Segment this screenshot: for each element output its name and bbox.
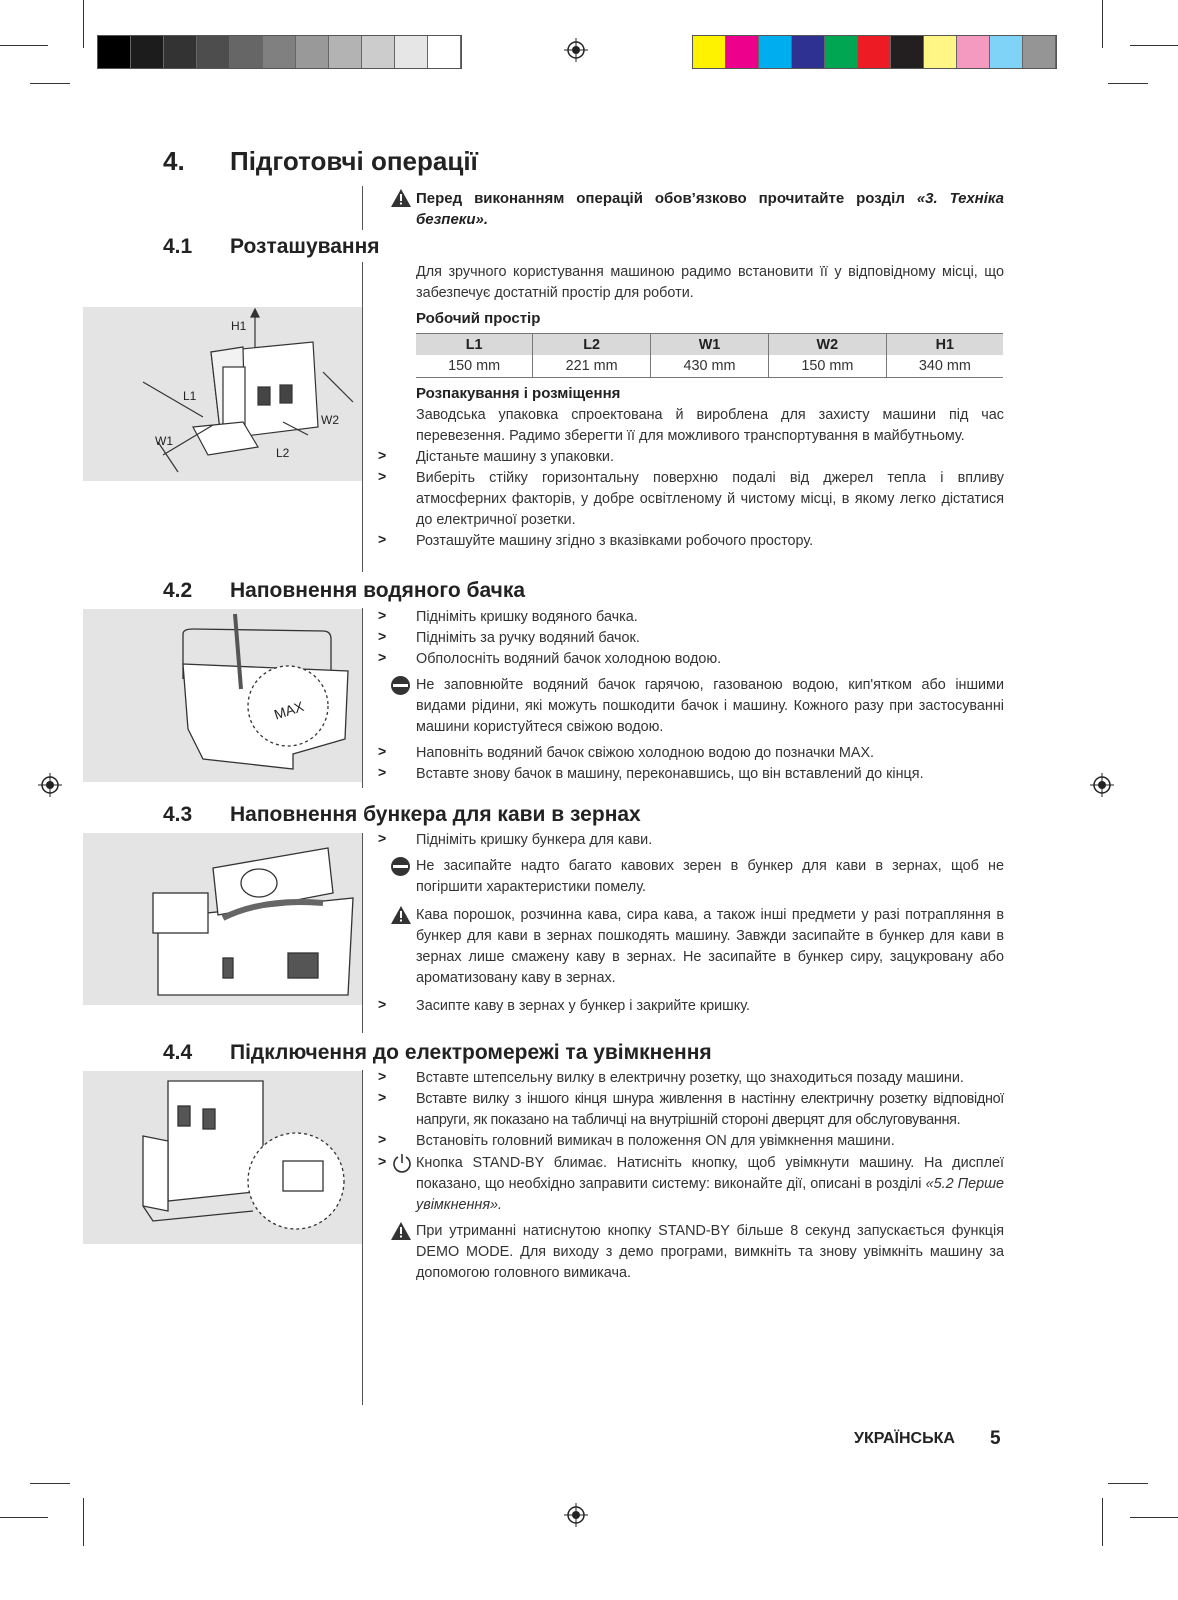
page-number: 5: [990, 1428, 1001, 1449]
color-swatch: [1023, 36, 1056, 68]
list-item: Виберіть стійку горизонтальну поверхню подалі від джерел тепла і впливу атмосферних факторів, у добре освітленому й чистому місці, в якому легко дістатися до електричної розетки.: [416, 470, 1004, 528]
prohibition-icon: [391, 676, 410, 695]
column-rule: [362, 1070, 363, 1405]
crop-mark: [1108, 1483, 1148, 1484]
color-swatch: [263, 36, 296, 68]
crop-mark: [1130, 45, 1178, 46]
standby-note: [416, 1153, 1004, 1216]
color-swatch: [759, 36, 792, 68]
col-header: H1: [886, 334, 1003, 356]
standby-text: Кнопка STAND-BY блимає. Натисніть кнопку, щоб увімкнути машину. На дисплеї показано, що необхідно заправити систему: виконайте дії, описані в розділі: [416, 1155, 1004, 1192]
bullet-marker: >: [378, 1131, 387, 1147]
warning-note: При утриманні натиснутою кнопку STAND-BY більше 8 секунд запускається функція DEMO MODE. Для виходу з демо програми, вимкніть та знову увімкніть машину за допомогою головного вимикача.: [416, 1223, 1004, 1281]
table-cell: 430 mm: [651, 355, 769, 378]
list-item: Засипте каву в зернах у бункер і закрийте кришку.: [416, 998, 750, 1014]
color-swatch: [693, 36, 726, 68]
bullet-marker: >: [378, 1153, 387, 1169]
list-item: Наповніть водяний бачок свіжою холодною водою до позначки MAX.: [416, 745, 875, 761]
warning-note: Кава порошок, розчинна кава, сира кава, а також інші предмети у разі потрапляння в бункер для кави в зернах пошкодять машину. Завжди засипайте в бункер для кави в зернах лише смажену каву в зернах. Не засипайте в бункер сиру, зацукровану або ароматизовану каву в зернах.: [416, 907, 1004, 986]
color-swatch: [792, 36, 825, 68]
crop-mark: [83, 0, 84, 48]
column-rule: [362, 608, 363, 788]
workspace-title: Робочий простір: [416, 310, 541, 327]
col-header: W2: [768, 334, 886, 356]
crop-mark: [30, 83, 70, 84]
grayscale-calibration-bar: [97, 35, 462, 69]
warning-text: Перед виконанням операцій обов’язково прочитайте розділ: [416, 190, 905, 207]
crop-mark: [30, 1483, 70, 1484]
bullet-marker: >: [378, 830, 387, 846]
color-swatch: [891, 36, 924, 68]
list-item: Дістаньте машину з упаковки.: [416, 449, 614, 465]
color-swatch: [362, 36, 395, 68]
subsection-number: 4.2: [163, 579, 193, 602]
bullet-marker: >: [378, 468, 387, 484]
caution-note: Не заповнюйте водяний бачок гарячою, газованою водою, кип'ятком або іншими видами рідини, які можуть пошкодити бачок і машину. Кожного разу при застосуванні машини користуйтеся свіжою водою.: [416, 677, 1004, 735]
color-swatch: [990, 36, 1023, 68]
crop-mark: [0, 45, 48, 46]
list-item: Підніміть за ручку водяний бачок.: [416, 630, 640, 646]
color-swatch: [197, 36, 230, 68]
bullet-marker: >: [378, 649, 387, 665]
registration-mark-icon: [1090, 773, 1114, 797]
crop-mark: [83, 1498, 84, 1546]
column-rule: [362, 833, 363, 1033]
table-header-row: [416, 334, 1003, 356]
color-swatch: [858, 36, 891, 68]
list-item: Вставте знову бачок в машину, переконавшись, що він вставлений до кінця.: [416, 766, 924, 782]
list-item: Вставте штепсельну вилку в електричну розетку, що знаходиться позаду машини.: [416, 1070, 964, 1086]
power-connection-illustration: [83, 1071, 362, 1244]
label-l2: L2: [276, 446, 290, 460]
table-cell: 340 mm: [886, 355, 1003, 378]
col-header: L2: [533, 334, 651, 356]
subsection-title: Підключення до електромережі та увімкнення: [230, 1041, 712, 1064]
placement-intro: Для зручного користування машиною радимо встановити її у відповідному місці, що забезпечує достатній простір для роботи.: [416, 264, 1004, 301]
column-rule: [362, 186, 363, 230]
col-header: W1: [651, 334, 769, 356]
warning-icon: [391, 906, 411, 924]
color-swatch: [164, 36, 197, 68]
water-tank-illustration: [83, 609, 362, 782]
list-item: Вставте вилку з іншого кінця шнура живлення в настінну електричну розетку відповідної напруги, як показано на табличці на внутрішній стороні дверцят для обслуговування.: [416, 1091, 1004, 1128]
max-label: MAX: [271, 697, 306, 723]
color-swatch: [230, 36, 263, 68]
subsection-title: Розташування: [230, 235, 380, 258]
color-swatch: [957, 36, 990, 68]
prohibition-icon: [391, 857, 410, 876]
bullet-marker: >: [378, 764, 387, 780]
color-swatch: [428, 36, 461, 68]
color-swatch: [98, 36, 131, 68]
bullet-marker: >: [378, 447, 387, 463]
bullet-marker: >: [378, 996, 387, 1012]
footer-language: УКРАЇНСЬКА: [854, 1430, 955, 1447]
subsection-number: 4.1: [163, 235, 193, 258]
label-w1: W1: [155, 434, 173, 448]
list-item: Розташуйте машину згідно з вказівками робочого простору.: [416, 533, 814, 549]
registration-mark-icon: [564, 1503, 588, 1527]
color-swatch: [924, 36, 957, 68]
subsection-number: 4.3: [163, 803, 193, 826]
section-title: Підготовчі операції: [230, 146, 478, 176]
crop-mark: [1102, 0, 1103, 48]
warning-reference: «3. Техніка безпеки».: [416, 190, 1005, 228]
section-number: 4.: [163, 146, 185, 176]
color-swatch: [395, 36, 428, 68]
bullet-marker: >: [378, 607, 387, 623]
standby-reference: «5.2 Перше увімкнення».: [416, 1176, 1005, 1213]
bullet-marker: >: [378, 531, 387, 547]
registration-mark-icon: [38, 773, 62, 797]
bullet-marker: >: [378, 743, 387, 759]
table-cell: 221 mm: [533, 355, 651, 378]
table-cell: 150 mm: [768, 355, 886, 378]
warning-icon: [391, 1222, 411, 1240]
workspace-table: [416, 333, 1003, 378]
crop-mark: [1130, 1517, 1178, 1518]
table-cell: 150 mm: [416, 355, 533, 378]
label-l1: L1: [183, 389, 197, 403]
col-header: L1: [416, 334, 533, 356]
bullet-marker: >: [378, 628, 387, 644]
crop-mark: [0, 1517, 48, 1518]
power-standby-icon: [392, 1153, 412, 1173]
label-w2: W2: [321, 413, 339, 427]
warning-icon: [391, 189, 411, 207]
crop-mark: [1108, 83, 1148, 84]
unpack-text: Заводська упаковка спроектована й вироблена для захисту машини під час перевезення. Радимо зберегти її для можливого транспортування в майбутньому.: [416, 407, 1004, 444]
unpack-title: Розпакування і розміщення: [416, 385, 621, 402]
color-swatch: [296, 36, 329, 68]
subsection-title: Наповнення бункера для кави в зернах: [230, 803, 641, 826]
bullet-marker: >: [378, 1089, 387, 1105]
placement-diagram: [83, 307, 362, 481]
list-item: Обполосніть водяний бачок холодною водою.: [416, 651, 722, 667]
list-item: Підніміть кришку бункера для кави.: [416, 832, 653, 848]
color-swatch: [131, 36, 164, 68]
caution-note: Не засипайте надто багато кавових зерен в бункер для кави в зернах, щоб не погіршити характеристики помелу.: [416, 858, 1004, 895]
color-swatch: [329, 36, 362, 68]
column-rule: [362, 262, 363, 572]
table-row: [416, 355, 1003, 378]
registration-mark-icon: [564, 38, 588, 62]
label-h1: H1: [231, 319, 247, 333]
bean-hopper-illustration: [83, 833, 362, 1005]
safety-warning: [416, 188, 1004, 230]
color-calibration-bar: [692, 35, 1057, 69]
subsection-number: 4.4: [163, 1041, 193, 1064]
list-item: Підніміть кришку водяного бачка.: [416, 609, 638, 625]
color-swatch: [825, 36, 858, 68]
crop-mark: [1102, 1498, 1103, 1546]
subsection-title: Наповнення водяного бачка: [230, 579, 526, 602]
list-item: Встановіть головний вимикач в положення ON для увімкнення машини.: [416, 1133, 895, 1149]
bullet-marker: >: [378, 1068, 387, 1084]
color-swatch: [726, 36, 759, 68]
